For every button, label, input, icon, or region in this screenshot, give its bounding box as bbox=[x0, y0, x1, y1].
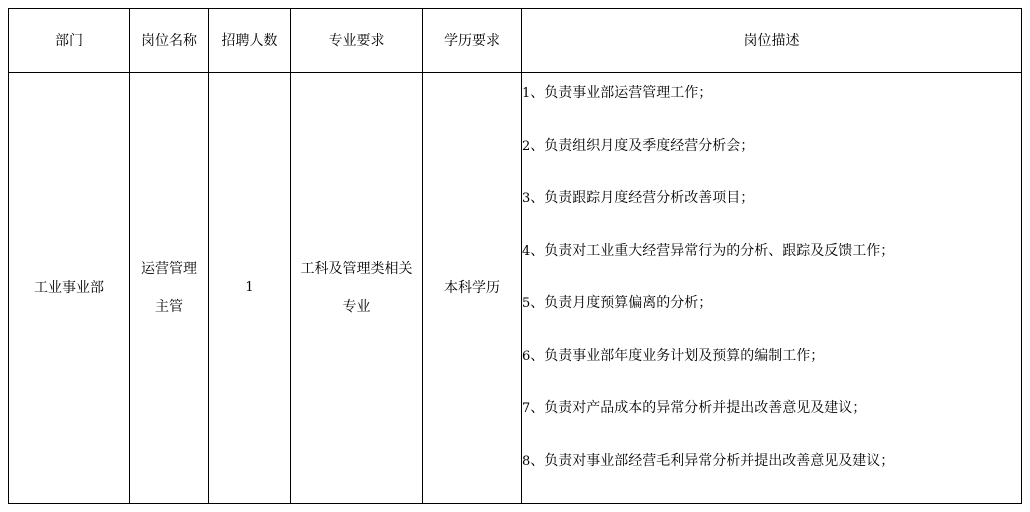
job-posting-table bbox=[8, 8, 1022, 504]
item-text: 、负责对产品成本的异常分析并提出改善意见及建议； bbox=[530, 400, 867, 416]
item-text: 、负责月度预算偏离的分析； bbox=[530, 295, 713, 311]
education-value: 本科学历 bbox=[444, 280, 500, 296]
item-number: 8 bbox=[522, 453, 531, 469]
list-item bbox=[522, 241, 1021, 294]
header-education: 学历要求 bbox=[423, 9, 522, 73]
major-line1: 工科及管理类相关 bbox=[300, 261, 413, 277]
item-text: 、负责事业部年度业务计划及预算的编制工作； bbox=[530, 347, 825, 364]
count-value: 1 bbox=[245, 280, 254, 295]
item-text: 、负责对事业部经营毛利异常分析并提出改善意见及建议； bbox=[530, 452, 895, 469]
list-item bbox=[522, 346, 1021, 399]
item-number: 4 bbox=[522, 243, 531, 259]
table-row bbox=[9, 73, 1022, 504]
item-number: 2 bbox=[522, 138, 531, 154]
position-line2: 主管 bbox=[155, 299, 183, 315]
description-list bbox=[522, 83, 1021, 503]
item-text: 、负责对工业重大经营异常行为的分析、跟踪及反馈工作； bbox=[530, 242, 895, 259]
item-text: 、负责组织月度及季度经营分析会； bbox=[530, 137, 755, 154]
item-text: 、负责事业部运营管理工作； bbox=[530, 85, 713, 101]
list-item bbox=[522, 188, 1021, 241]
count-cell bbox=[209, 73, 291, 504]
header-description: 岗位描述 bbox=[522, 9, 1022, 73]
list-item bbox=[522, 83, 1021, 136]
item-number: 7 bbox=[522, 401, 531, 416]
header-row bbox=[9, 9, 1022, 73]
list-item bbox=[522, 293, 1021, 346]
position-line1: 运营管理 bbox=[141, 261, 197, 277]
list-item bbox=[522, 136, 1021, 189]
item-text: 、负责跟踪月度经营分析改善项目； bbox=[530, 190, 755, 206]
education-cell bbox=[423, 73, 522, 504]
major-line2: 专业 bbox=[342, 299, 371, 315]
list-item bbox=[522, 451, 1021, 504]
department-cell bbox=[9, 73, 130, 504]
department-value: 工业事业部 bbox=[34, 280, 104, 296]
header-department: 部门 bbox=[9, 9, 130, 73]
header-count: 招聘人数 bbox=[209, 9, 291, 73]
major-cell bbox=[291, 73, 423, 504]
description-cell bbox=[522, 73, 1022, 504]
item-number: 6 bbox=[522, 348, 531, 364]
header-major: 专业要求 bbox=[291, 9, 423, 73]
item-number: 5 bbox=[522, 296, 531, 311]
header-position: 岗位名称 bbox=[130, 9, 209, 73]
list-item bbox=[522, 398, 1021, 451]
position-cell bbox=[130, 73, 209, 504]
item-number: 3 bbox=[522, 191, 531, 206]
item-number: 1 bbox=[522, 86, 531, 101]
